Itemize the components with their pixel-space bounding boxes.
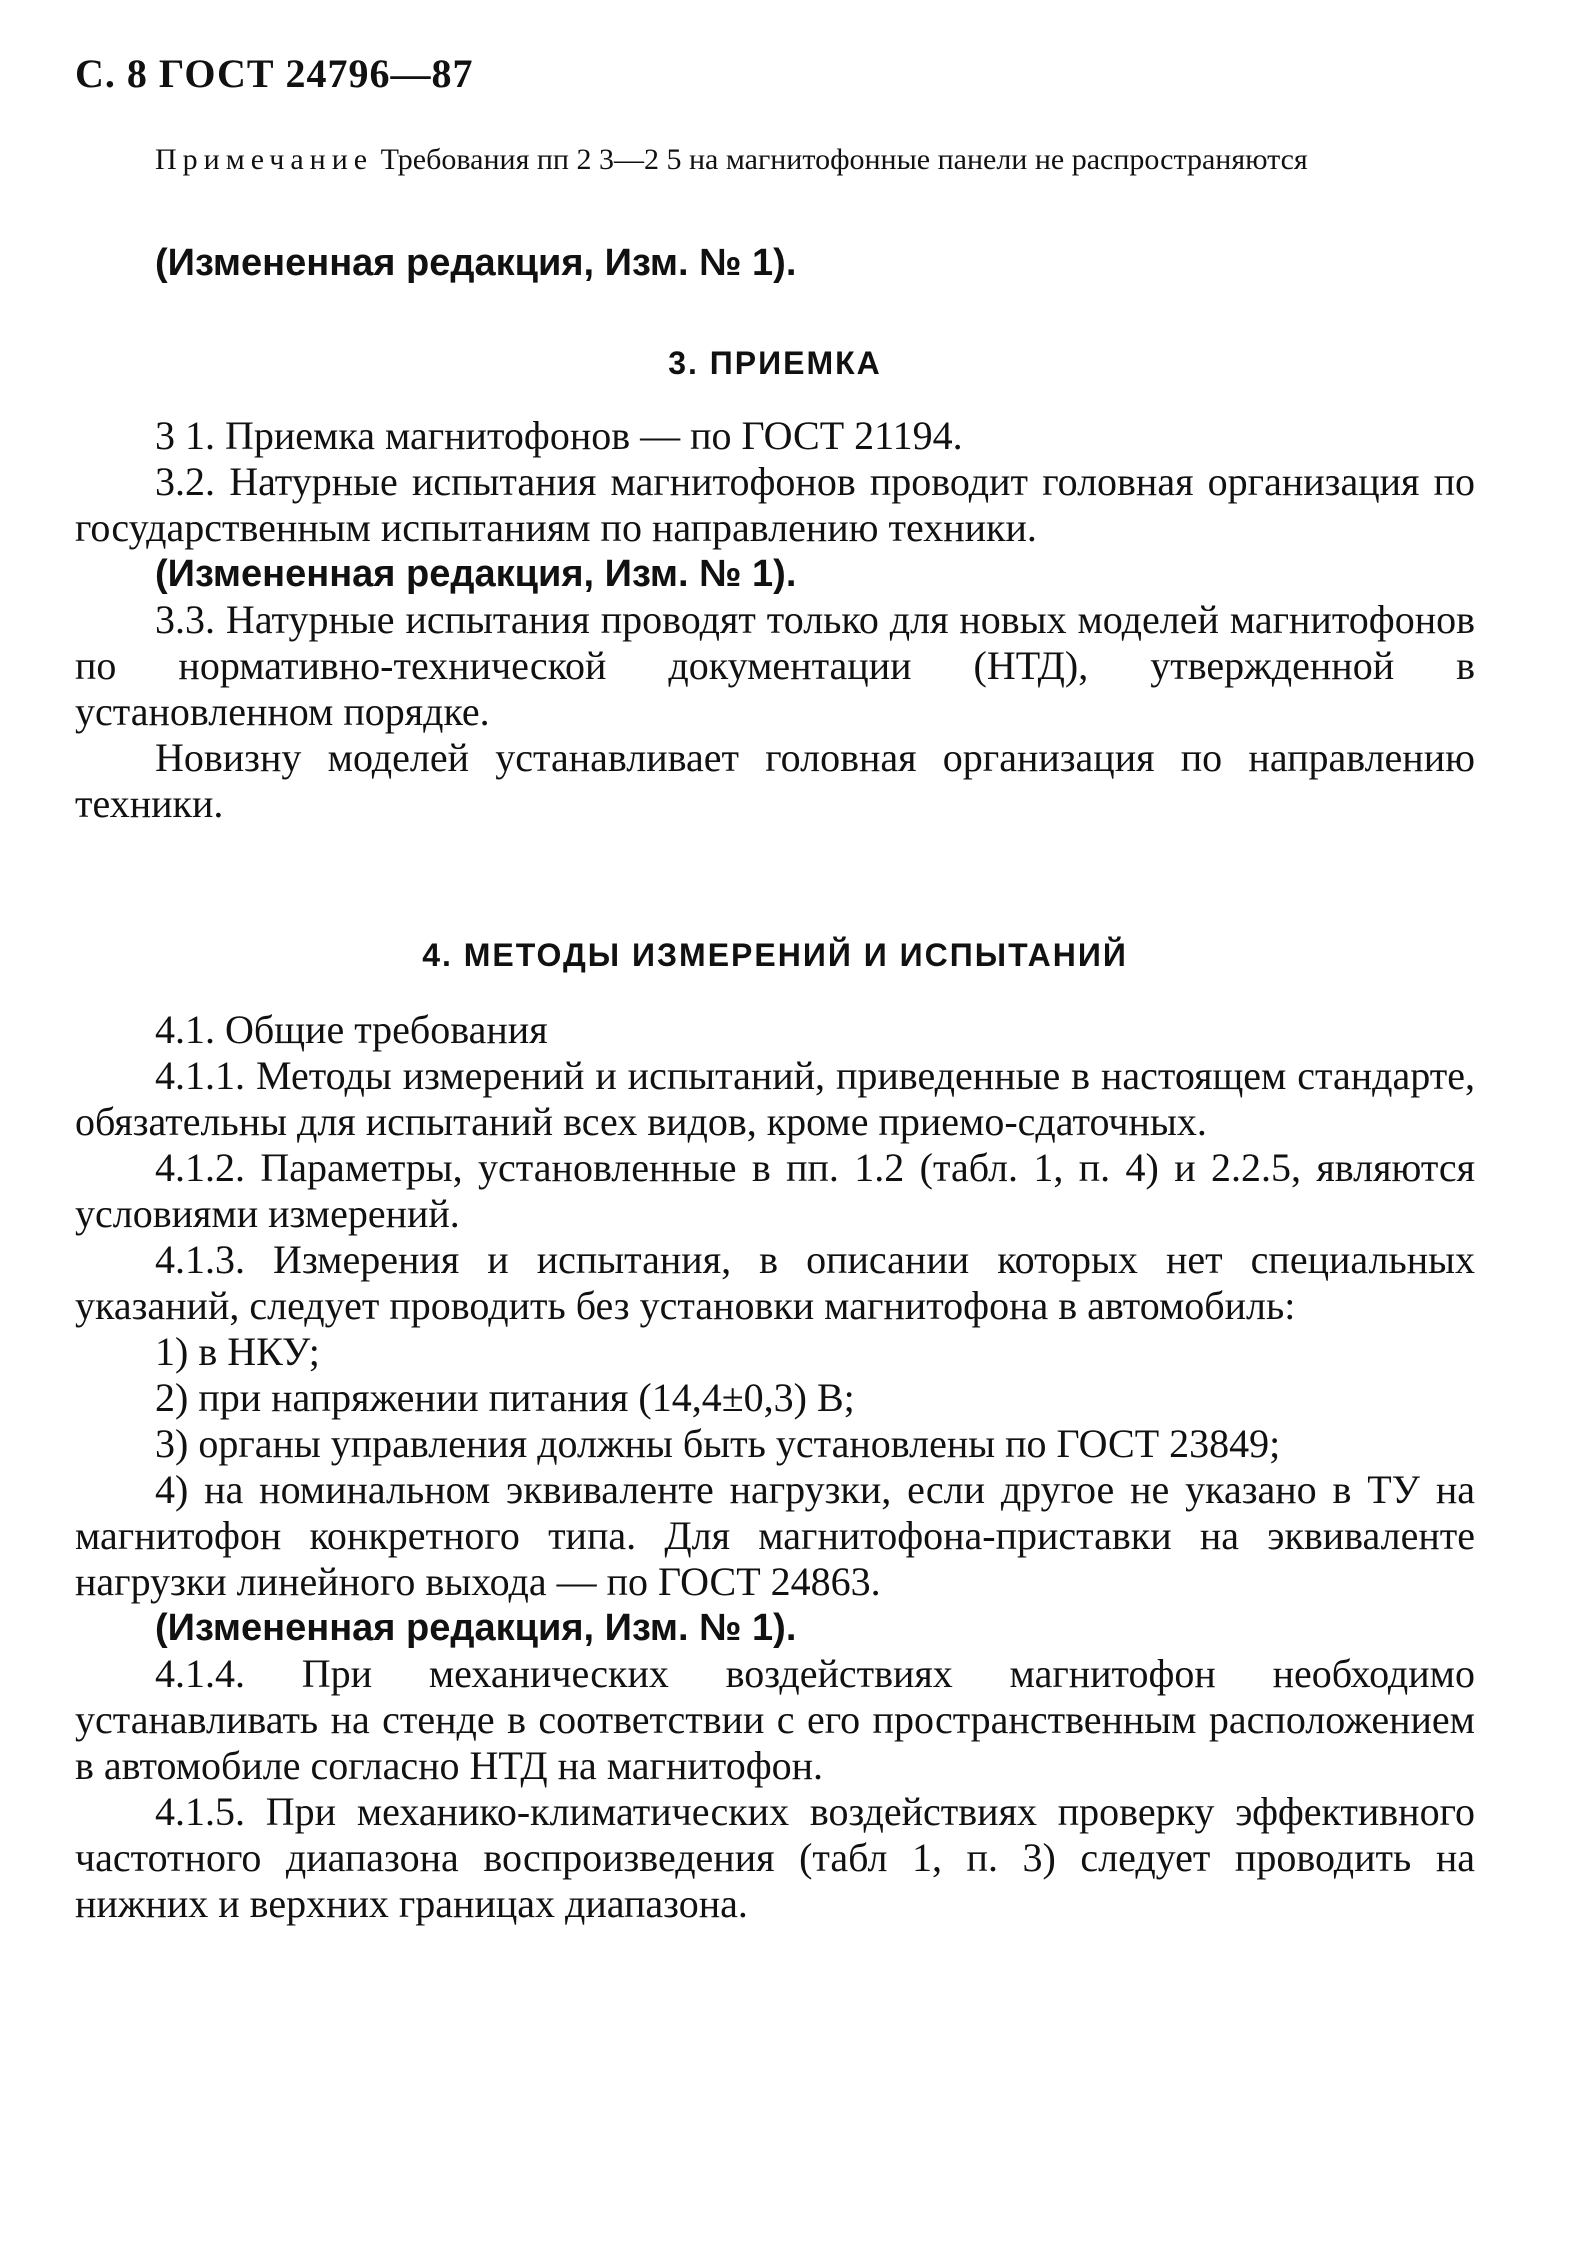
section-3-heading: 3. ПРИЕМКА xyxy=(668,345,882,381)
note xyxy=(75,140,1475,180)
paragraph-4-1-3: 4.1.3. Измерения и испытания, в описании которых нет специальных указаний, следует проводить без установки магнитофона в автомобиль: xyxy=(75,1237,1475,1328)
redaction-note: (Измененная редакция, Изм. № 1). xyxy=(155,242,797,284)
redaction-note: (Измененная редакция, Изм. № 1). xyxy=(155,1607,797,1649)
list-item-4: 4) на номинальном эквиваленте нагрузки, если другое не указано в ТУ на магнитофон конкретного типа. Для магнитофона-приставки на эквиваленте нагрузки линейного выхода — по ГОСТ 24863. xyxy=(75,1467,1475,1604)
list-item-2: 2) при напряжении питания (14,4±0,3) В; xyxy=(155,1375,855,1420)
page-header: С. 8 ГОСТ 24796—87 xyxy=(75,51,474,96)
section-3-body xyxy=(75,413,1475,827)
paragraph-4-1-4: 4.1.4. При механических воздействиях магнитофон необходимо устанавливать на стенде в соответствии с его пространственным расположением в автомобиле согласно НТД на магнитофон. xyxy=(75,1651,1475,1788)
paragraph-3-2: 3.2. Натурные испытания магнитофонов проводит головная организация по государственным испытаниям по направлению техники. xyxy=(75,459,1475,550)
section-4-heading: 4. МЕТОДЫ ИЗМЕРЕНИЙ И ИСПЫТАНИЙ xyxy=(422,937,1128,973)
note-text: Требования пп 2 3—2 5 на магнитофонные панели не распространяются xyxy=(373,143,1308,176)
list-item-1: 1) в НКУ; xyxy=(155,1329,320,1374)
redaction-note: (Измененная редакция, Изм. № 1). xyxy=(155,553,797,595)
paragraph-3-1: 3 1. Приемка магнитофонов — по ГОСТ 21194. xyxy=(155,413,963,458)
paragraph-4-1-2: 4.1.2. Параметры, установленные в пп. 1.2 (табл. 1, п. 4) и 2.2.5, являются условиями измерений. xyxy=(75,1145,1475,1236)
paragraph-3-3: 3.3. Натурные испытания проводят только для новых моделей магнитофонов по нормативно-технической документации (НТД), утвержденной в установленном порядке. xyxy=(75,597,1475,734)
document-page xyxy=(75,0,1475,2243)
redaction-block-1 xyxy=(75,240,1475,286)
paragraph-4-1: 4.1. Общие требования xyxy=(155,1007,548,1052)
paragraph-3-3-continued: Новизну моделей устанавливает головная организация по направлению техники. xyxy=(75,735,1475,826)
paragraph-4-1-5: 4.1.5. При механико-климатических воздействиях проверку эффективного частотного диапазона воспроизведения (табл 1, п. 3) следует проводить на нижних и верхних границах диапазона. xyxy=(75,1789,1475,1926)
list-item-3: 3) органы управления должны быть установлены по ГОСТ 23849; xyxy=(155,1421,1281,1466)
paragraph-4-1-1: 4.1.1. Методы измерений и испытаний, приведенные в настоящем стандарте, обязательны для испытаний всех видов, кроме приемо-сдаточных. xyxy=(75,1053,1475,1144)
note-lead: Примечание xyxy=(155,143,374,176)
section-4-body xyxy=(75,1007,1475,1927)
